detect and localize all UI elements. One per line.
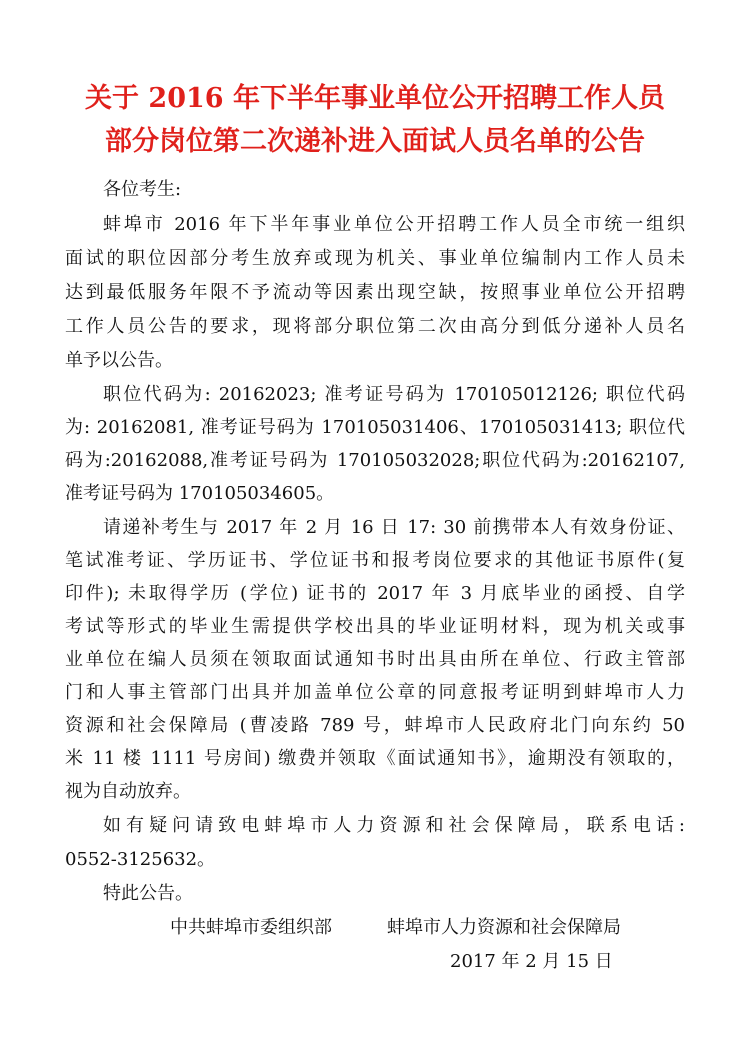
paragraph-2-line: 码为:20162088,准考证号码为 170105032028;职位代码为:20162107, [65,450,685,471]
paragraph-2-line: 为: 20162081, 准考证号码为 170105031406、170105031413; 职位代 [65,417,685,438]
paragraph-3-line: 考试等形式的毕业生需提供学校出具的毕业证明材料，现为机关或事 [65,616,685,637]
signature-org-1: 中共蚌埠市委组织部 [170,917,332,938]
paragraph-3-line: 印件); 未取得学历 (学位) 证书的 2017 年 3 月底毕业的函授、自学 [65,583,685,604]
paragraph-2-line: 准考证号码为 170105034605。 [65,483,335,504]
notice-title-line-1: 关于 2016 年下半年事业单位公开招聘工作人员 [85,83,665,114]
paragraph-4-line: 如有疑问请致电蚌埠市人力资源和社会保障局，联系电话: [103,815,685,836]
paragraph-3-line: 资源和社会保障局 (曹凌路 789 号，蚌埠市人民政府北门向东约 50 [65,715,685,736]
paragraph-3-line: 门和人事主管部门出具并加盖单位公章的同意报考证明到蚌埠市人力 [65,682,685,703]
paragraph-2-line: 职位代码为: 20162023; 准考证号码为 170105012126; 职位代码 [103,384,685,405]
salutation: 各位考生: [103,179,182,200]
signature-date: 2017 年 2 月 15 日 [450,951,613,972]
paragraph-3-line: 笔试准考证、学历证书、学位证书和报考岗位要求的其他证书原件(复 [65,550,685,571]
notice-title-line-2: 部分岗位第二次递补进入面试人员名单的公告 [105,126,645,157]
paragraph-4-line: 0552-3125632。 [65,849,216,870]
closing-text: 特此公告。 [103,883,193,904]
paragraph-3-line: 米 11 楼 1111 号房间) 缴费并领取《面试通知书》，逾期没有领取的， [65,748,685,769]
paragraph-1-line: 达到最低服务年限不予流动等因素出现空缺，按照事业单位公开招聘 [65,282,685,303]
paragraph-1-line: 单予以公告。 [65,350,173,371]
paragraph-3-line: 视为自动放弃。 [65,781,191,802]
paragraph-1-line: 蚌埠市 2016 年下半年事业单位公开招聘工作人员全市统一组织 [103,214,685,235]
paragraph-3-line: 业单位在编人员须在领取面试通知书时出具由所在单位、行政主管部 [65,649,685,670]
paragraph-3-line: 请递补考生与 2017 年 2 月 16 日 17: 30 前携带本人有效身份证、 [103,517,685,538]
signature-org-2: 蚌埠市人力资源和社会保障局 [387,917,621,938]
paragraph-1-line: 面试的职位因部分考生放弃或现为机关、事业单位编制内工作人员未 [65,248,685,269]
paragraph-1-line: 工作人员公告的要求，现将部分职位第二次由高分到低分递补人员名 [65,316,685,337]
